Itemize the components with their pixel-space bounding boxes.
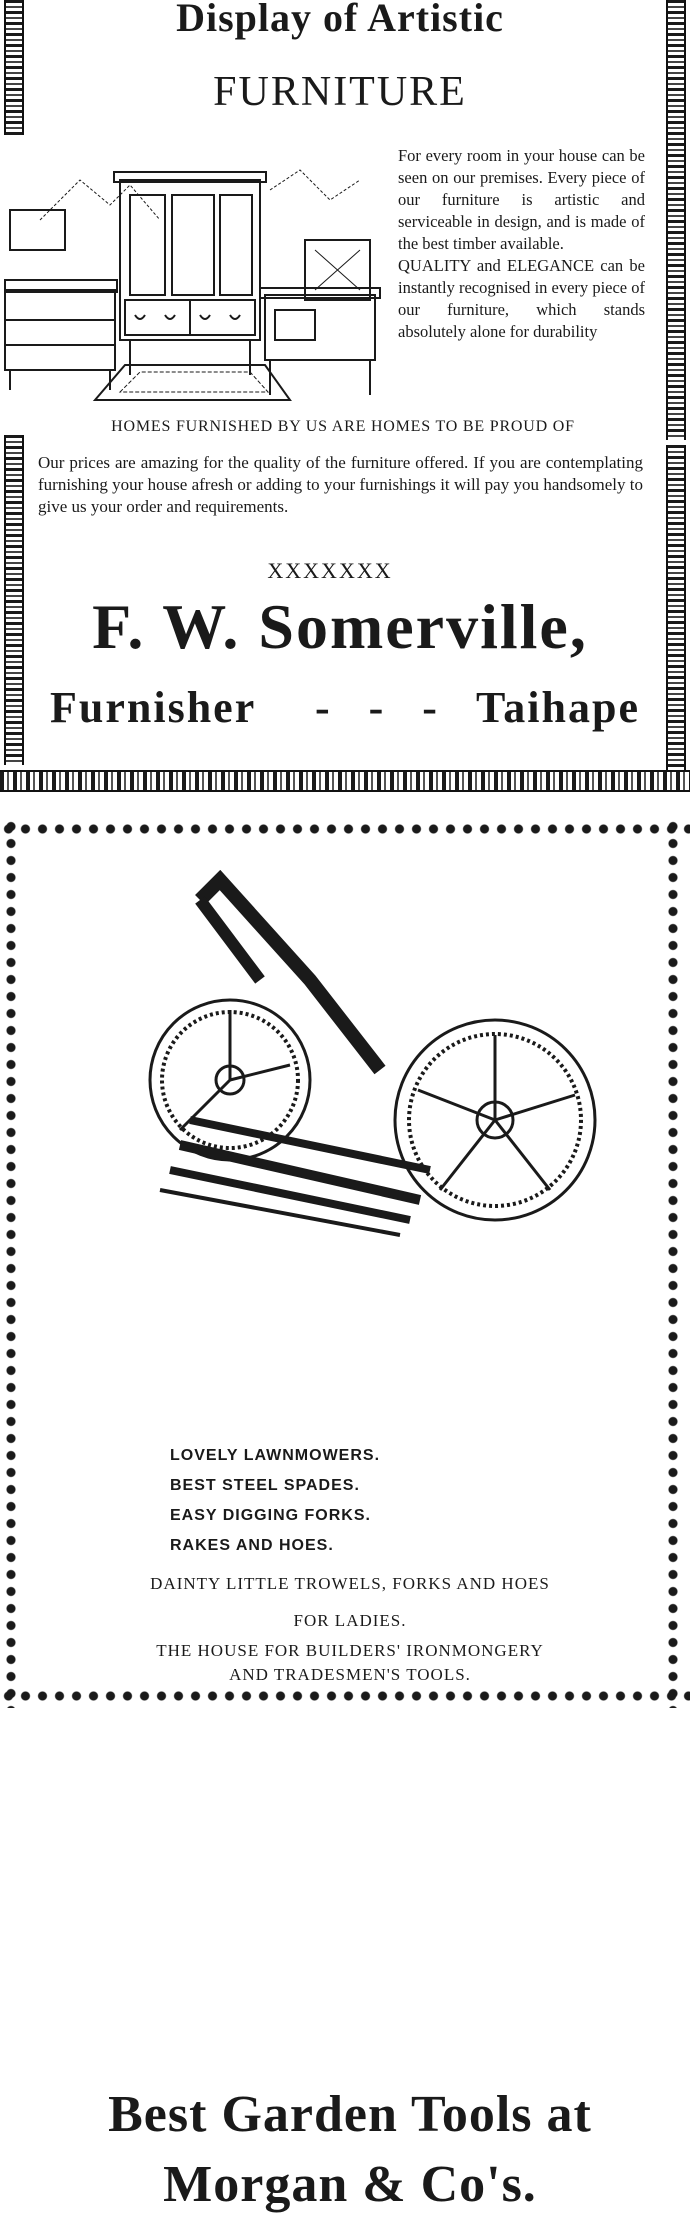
left-border-bottom [4,435,24,765]
right-border-bottom [666,445,686,770]
ad-title-line1: Display of Artistic [176,0,504,40]
list-item: BEST STEEL SPADES. [170,1477,360,1494]
footer-line-4: AND TRADESMEN'S TOOLS. [229,1665,471,1684]
garden-headline-line2: Morgan & Co's. [163,2156,537,2213]
merchant-town: Taihape [475,683,640,732]
garden-footer [60,1565,640,1687]
prices-paragraph: Our prices are amazing for the quality of the furniture offered. If you are contemplating furnishing your house afresh or adding to your furnishings it will pay you handsomely to give us your order and requirements. [38,453,643,516]
garden-headline [40,2080,660,2220]
furniture-headline: HOMES FURNISHED BY US ARE HOMES TO BE PROUD OF [111,418,575,435]
role-separator: - - - [315,683,451,732]
merchant-role: Furnisher [50,683,257,732]
footer-line-3: THE HOUSE FOR BUILDERS' IRONMONGERY [156,1641,544,1660]
list-item: LOVELY LAWNMOWERS. [170,1447,381,1464]
furniture-description [398,145,645,343]
lawnmower-illustration [100,870,620,1250]
left-border-top [4,0,24,135]
garden-tools-advertisement [0,800,700,2213]
bottom-border [0,770,690,792]
merchant-role-row [50,682,640,742]
divider-text: XXXXXXX [267,558,393,583]
description-paragraph-1: For every room in your house can be seen on our premises. Every piece of our furniture is artistic and serviceable in design, and is made of the best timber available. [398,146,645,253]
merchant-name: F. W. Somerville, [92,591,588,662]
top-diamond-border [0,818,690,840]
garden-items-list [170,1441,530,1561]
furniture-illustration [0,160,390,410]
right-border-top [666,0,686,440]
footer-line-1: DAINTY LITTLE TROWELS, FORKS AND HOES [150,1574,550,1593]
garden-headline-line1: Best Garden Tools at [108,2086,592,2143]
ad-title-line2: FURNITURE [213,69,467,115]
furniture-advertisement [0,0,700,790]
description-paragraph-2: QUALITY and ELEGANCE can be instantly recognised in every piece of our furniture, which stands absolutely alone for durability [398,256,645,341]
list-item: EASY DIGGING FORKS. [170,1507,371,1524]
footer-line-2: FOR LADIES. [293,1611,407,1630]
list-item: RAKES AND HOES. [170,1537,334,1554]
left-diamond-border [0,818,22,1708]
right-diamond-border [662,818,684,1708]
bottom-diamond-border [0,1685,690,1707]
